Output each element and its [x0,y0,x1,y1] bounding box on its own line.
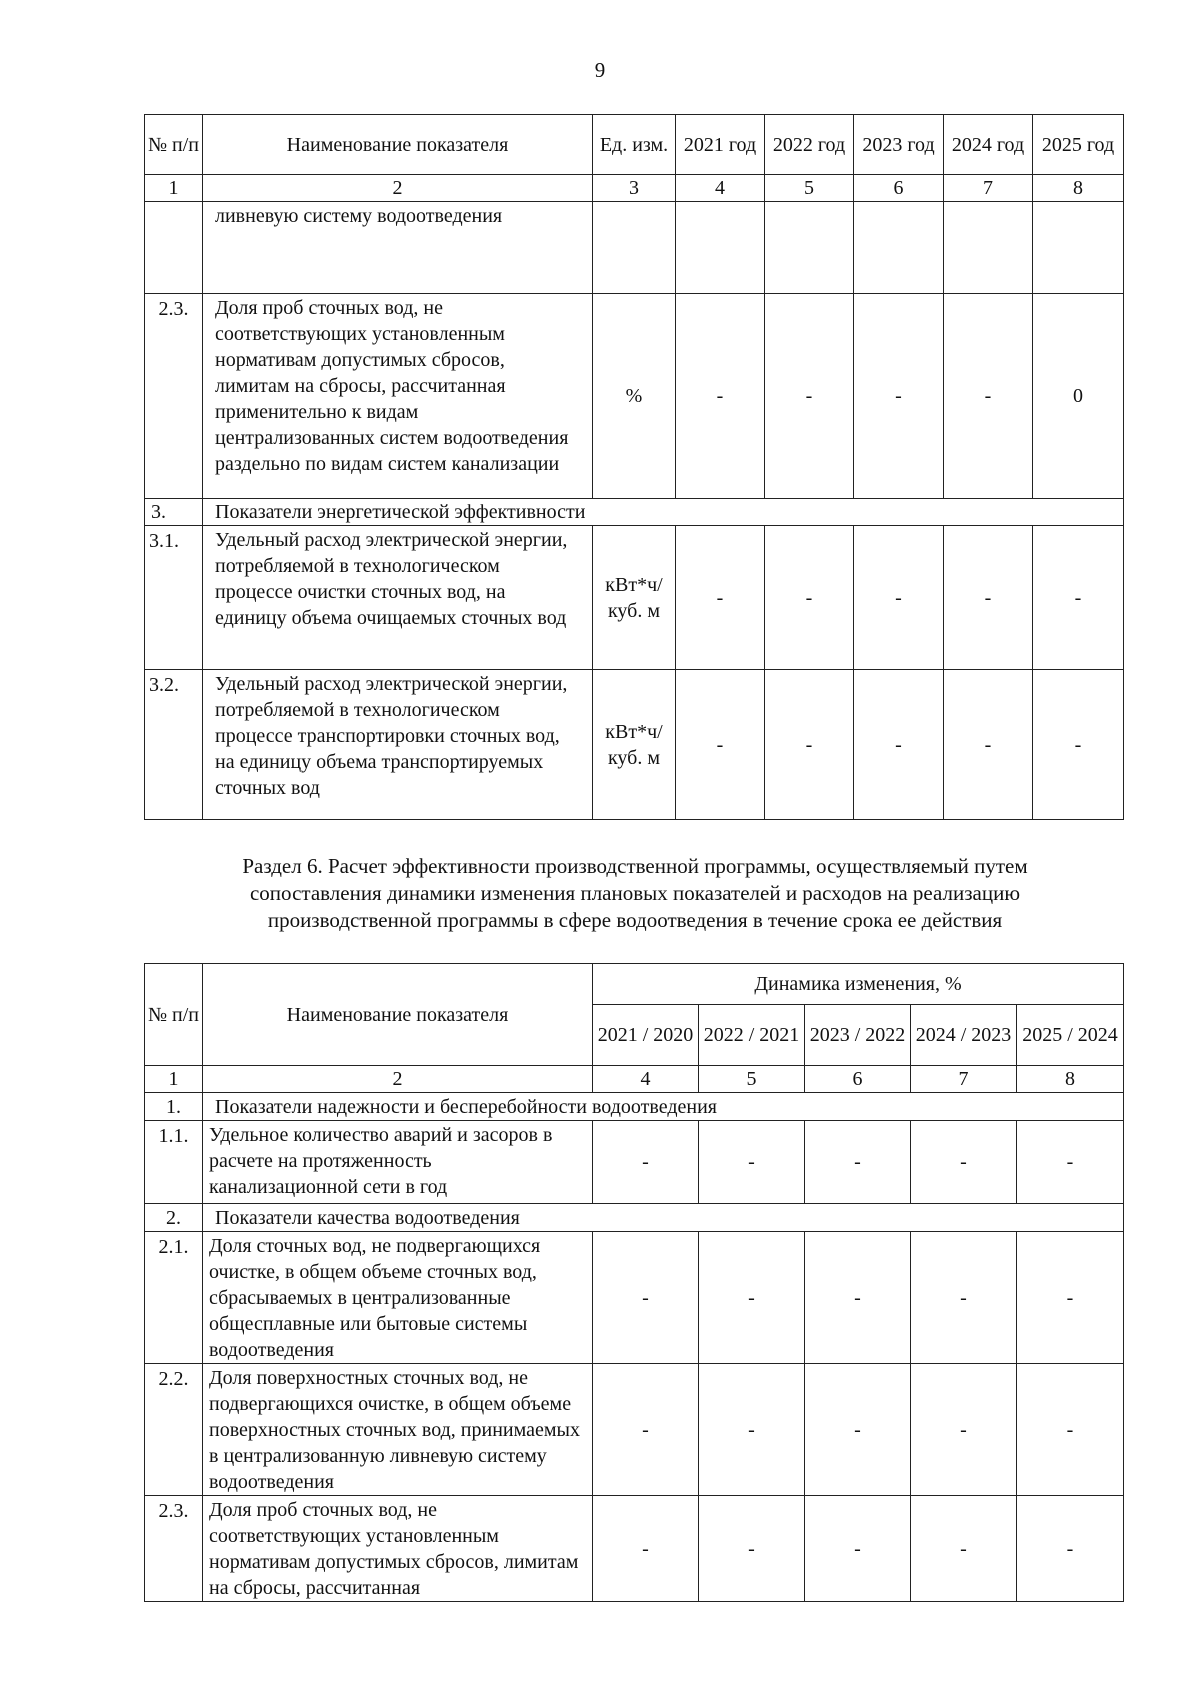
value-cell: - [805,1232,911,1364]
column-number: 4 [676,175,765,202]
value-cell: - [593,1232,699,1364]
value-cell: - [911,1232,1017,1364]
header-period: 2025 / 2024 [1017,1005,1124,1066]
header-dynamics-group: Динамика изменения, % [593,964,1124,1005]
column-number: 7 [944,175,1033,202]
header-name: Наименование показателя [203,115,593,175]
column-number: 1 [145,1066,203,1093]
section-row [145,1093,1124,1121]
indicator-name: Удельный расход электрической энергии, потребляемой в технологическом процессе очистки сточных вод, на единицу объема очищаемых сточных вод [203,526,593,670]
value-cell: - [944,294,1033,499]
value-cell: - [854,294,944,499]
value-cell: - [911,1364,1017,1496]
indicator-name: ливневую систему водоотведения [203,202,593,294]
column-number: 7 [911,1066,1017,1093]
value-cell: - [805,1496,911,1602]
table-row [145,1121,1124,1204]
value-cell: - [593,1121,699,1204]
column-number: 1 [145,175,203,202]
table-header-row [145,115,1124,175]
indicator-name: Доля проб сточных вод, не соответствующих установленным нормативам допустимых сбросов, лимитам на сбросы, рассчитанная [203,1496,593,1602]
header-period: 2024 / 2023 [911,1005,1017,1066]
row-number: 2. [145,1204,203,1232]
value-cell [676,202,765,294]
value-cell: - [1017,1364,1124,1496]
value-cell: - [593,1364,699,1496]
value-cell: - [765,294,854,499]
row-number: 2.2. [145,1364,203,1496]
value-cell: - [1017,1232,1124,1364]
indicator-name: Доля поверхностных сточных вод, не подвергающихся очистке, в общем объеме поверхностных сточных вод, принимаемых в централизованную ливневую систему водоотведения [203,1364,593,1496]
section-6-heading [150,853,1120,934]
heading-line: Раздел 6. Расчет эффективности производственной программы, осуществляемый путем [242,854,1028,878]
header-num: № п/п [145,115,203,175]
row-number: 2.1. [145,1232,203,1364]
header-year: 2025 год [1033,115,1124,175]
column-number: 5 [765,175,854,202]
row-number: 3.2. [145,670,203,820]
column-number: 6 [805,1066,911,1093]
value-cell: - [699,1364,805,1496]
value-cell [944,202,1033,294]
value-cell: - [854,526,944,670]
row-number: 2.3. [145,294,203,499]
row-number: 3. [145,499,203,526]
value-cell: - [699,1496,805,1602]
column-number: 4 [593,1066,699,1093]
value-cell: - [944,526,1033,670]
column-number: 3 [593,175,676,202]
value-cell: - [1017,1496,1124,1602]
table-row [145,526,1124,670]
column-number: 5 [699,1066,805,1093]
page-number: 9 [594,58,606,82]
table-row [145,1496,1124,1602]
value-cell [1033,202,1124,294]
header-unit: Ед. изм. [593,115,676,175]
table-row [145,294,1124,499]
value-cell: - [593,1496,699,1602]
heading-line: сопоставления динамики изменения плановых показателей и расходов на реализацию [249,881,1021,905]
row-number [145,202,203,294]
value-cell: - [911,1121,1017,1204]
row-number: 1. [145,1093,203,1121]
value-cell: - [765,526,854,670]
table-row [145,1232,1124,1364]
section-row [145,499,1124,526]
row-number: 2.3. [145,1496,203,1602]
value-cell: - [1033,526,1124,670]
value-cell: - [676,670,765,820]
indicator-name: Удельное количество аварий и засоров в расчете на протяженность канализационной сети в год [203,1121,593,1204]
value-cell: - [944,670,1033,820]
column-number-row [145,1066,1124,1093]
heading-line: производственной программы в сфере водоотведения в течение срока ее действия [267,908,1003,932]
header-year: 2022 год [765,115,854,175]
value-cell: - [699,1232,805,1364]
table-row [145,1364,1124,1496]
value-cell [765,202,854,294]
section-title: Показатели качества водоотведения [203,1204,1124,1232]
header-period: 2023 / 2022 [805,1005,911,1066]
column-number: 2 [203,1066,593,1093]
dynamics-table [144,963,1124,1602]
value-cell: - [699,1121,805,1204]
value-cell: 0 [1033,294,1124,499]
value-cell [854,202,944,294]
header-year: 2024 год [944,115,1033,175]
value-cell: - [854,670,944,820]
header-num: № п/п [145,964,203,1066]
value-cell: - [765,670,854,820]
column-number: 2 [203,175,593,202]
unit-cell: кВт*ч/ куб. м [593,526,676,670]
column-number: 8 [1017,1066,1124,1093]
header-period: 2021 / 2020 [593,1005,699,1066]
indicator-name: Доля сточных вод, не подвергающихся очистке, в общем объеме сточных вод, сбрасываемых в централизованные общесплавные или бытовые системы водоотведения [203,1232,593,1364]
table-row [145,670,1124,820]
unit-cell [593,202,676,294]
section-title: Показатели надежности и бесперебойности водоотведения [203,1093,1124,1121]
value-cell: - [1017,1121,1124,1204]
value-cell: - [676,526,765,670]
header-name: Наименование показателя [203,964,593,1066]
section-title: Показатели энергетической эффективности [203,499,1124,526]
indicators-table [144,114,1124,820]
row-number: 3.1. [145,526,203,670]
header-year: 2023 год [854,115,944,175]
value-cell: - [805,1364,911,1496]
section-row [145,1204,1124,1232]
column-number: 6 [854,175,944,202]
table-header-row [145,964,1124,1005]
value-cell: - [676,294,765,499]
column-number-row [145,175,1124,202]
column-number: 8 [1033,175,1124,202]
indicator-name: Доля проб сточных вод, не соответствующих установленным нормативам допустимых сбросов, лимитам на сбросы, рассчитанная применительно к видам централизованных систем водоотведения раздельно по видам систем канализации [203,294,593,499]
value-cell: - [1033,670,1124,820]
row-number: 1.1. [145,1121,203,1204]
header-year: 2021 год [676,115,765,175]
indicator-name: Удельный расход электрической энергии, потребляемой в технологическом процессе транспортировки сточных вод, на единицу объема транспортируемых сточных вод [203,670,593,820]
unit-cell: % [593,294,676,499]
table-row [145,202,1124,294]
unit-cell: кВт*ч/ куб. м [593,670,676,820]
header-period: 2022 / 2021 [699,1005,805,1066]
value-cell: - [911,1496,1017,1602]
value-cell: - [805,1121,911,1204]
